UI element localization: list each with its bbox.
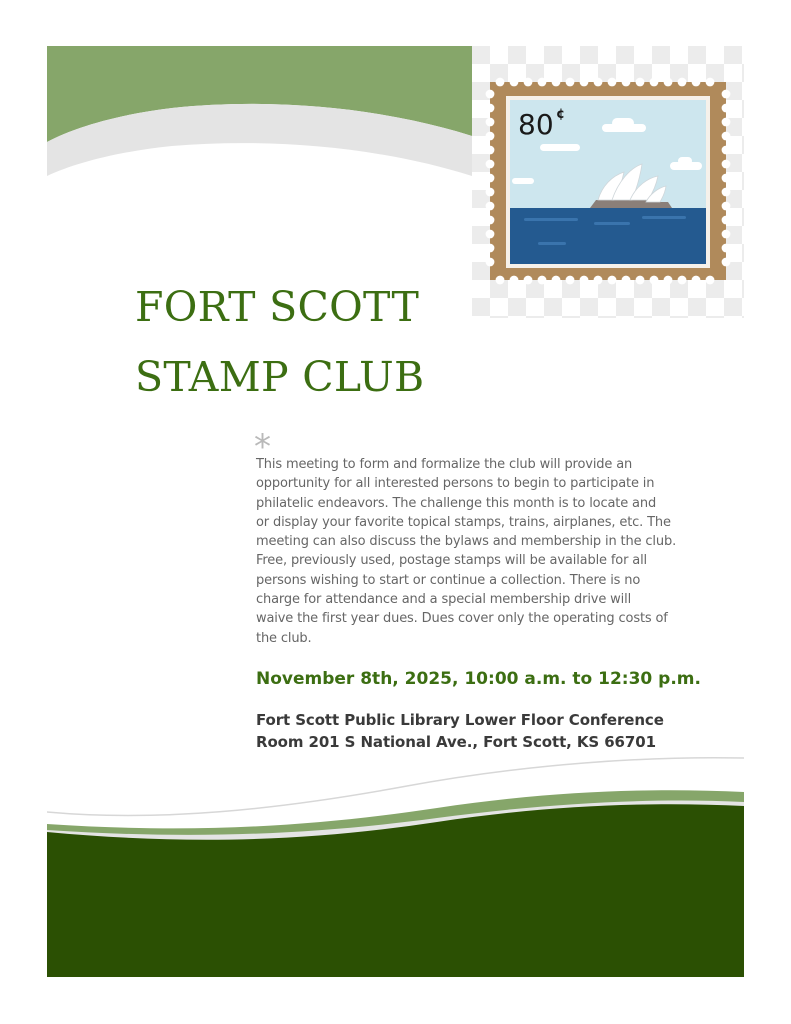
location-line-2: Room 201 S National Ave., Fort Scott, KS 66701: [256, 733, 656, 751]
description-line: or display your favorite topical stamps, trains, airplanes, etc. The: [256, 514, 671, 530]
top-wave-decoration: [47, 46, 472, 186]
page-title: [135, 272, 424, 412]
location-line-1: Fort Scott Public Library Lower Floor Conference: [256, 711, 664, 729]
event-datetime: November 8th, 2025, 10:00 a.m. to 12:30 p.m.: [256, 669, 701, 689]
description-paragraph: [256, 455, 726, 648]
description-line: persons wishing to start or continue a collection. There is no: [256, 572, 641, 588]
event-location: [256, 709, 664, 753]
title-line-1: FORT SCOTT: [135, 283, 420, 331]
description-line: opportunity for all interested persons to begin to participate in: [256, 476, 655, 492]
description-line: Free, previously used, postage stamps will be available for all: [256, 553, 648, 569]
stamp-illustration: [472, 46, 744, 318]
description-line: meeting can also discuss the bylaws and membership in the club.: [256, 534, 677, 550]
title-line-2: STAMP CLUB: [135, 353, 425, 401]
description-line: This meeting to form and formalize the club will provide an: [256, 457, 633, 472]
asterisk-icon: *: [254, 427, 271, 467]
description-line: the club.: [256, 630, 312, 646]
description-line: waive the first year dues. Dues cover only the operating costs of: [256, 611, 668, 627]
stamp-denomination: 80: [518, 108, 554, 141]
bottom-wave-decoration: [47, 752, 744, 977]
description-line: charge for attendance and a special membership drive will: [256, 592, 632, 608]
stamp-currency-symbol: ¢: [556, 107, 566, 122]
description-line: philatelic endeavors. The challenge this month is to locate and: [256, 495, 657, 511]
